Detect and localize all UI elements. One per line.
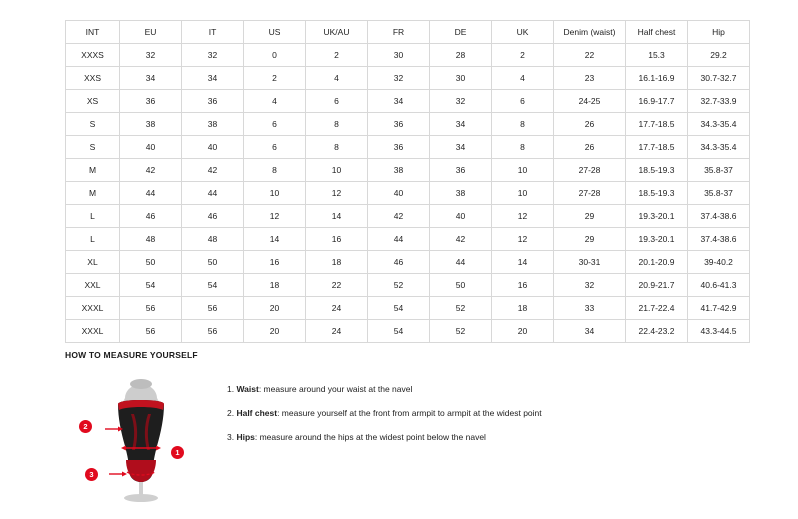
size-label-cell: XXXS <box>66 44 120 67</box>
size-value-cell: 46 <box>182 205 244 228</box>
size-value-cell: 42 <box>120 159 182 182</box>
size-value-cell: 15.3 <box>626 44 688 67</box>
size-value-cell: 16 <box>244 251 306 274</box>
size-value-cell: 8 <box>244 159 306 182</box>
size-value-cell: 20.1-20.9 <box>626 251 688 274</box>
instruction-term: Hips <box>236 432 255 443</box>
column-header: EU <box>120 21 182 44</box>
size-value-cell: 17.7-18.5 <box>626 113 688 136</box>
size-value-cell: 24-25 <box>554 90 626 113</box>
size-value-cell: 6 <box>306 90 368 113</box>
table-row <box>66 274 750 297</box>
size-value-cell: 36 <box>430 159 492 182</box>
size-value-cell: 14 <box>306 205 368 228</box>
size-value-cell: 38 <box>120 113 182 136</box>
size-value-cell: 30.7-32.7 <box>688 67 750 90</box>
size-label-cell: M <box>66 182 120 205</box>
size-value-cell: 50 <box>120 251 182 274</box>
size-value-cell: 52 <box>430 297 492 320</box>
size-value-cell: 18.5-19.3 <box>626 159 688 182</box>
size-value-cell: 32.7-33.9 <box>688 90 750 113</box>
mannequin-illustration <box>85 374 205 504</box>
size-value-cell: 32 <box>430 90 492 113</box>
column-header: DE <box>430 21 492 44</box>
table-row <box>66 44 750 67</box>
size-value-cell: 34 <box>120 67 182 90</box>
bullet-marker-3: 3 <box>85 468 98 481</box>
size-value-cell: 16.1-16.9 <box>626 67 688 90</box>
size-value-cell: 50 <box>430 274 492 297</box>
size-value-cell: 18 <box>244 274 306 297</box>
size-value-cell: 39-40.2 <box>688 251 750 274</box>
size-value-cell: 29.2 <box>688 44 750 67</box>
size-value-cell: 14 <box>492 251 554 274</box>
size-value-cell: 56 <box>182 297 244 320</box>
size-value-cell: 36 <box>120 90 182 113</box>
size-value-cell: 8 <box>492 136 554 159</box>
size-value-cell: 44 <box>430 251 492 274</box>
size-value-cell: 2 <box>244 67 306 90</box>
table-row <box>66 228 750 251</box>
size-value-cell: 0 <box>244 44 306 67</box>
size-value-cell: 20 <box>244 297 306 320</box>
size-value-cell: 36 <box>368 113 430 136</box>
size-value-cell: 18 <box>306 251 368 274</box>
size-value-cell: 54 <box>120 274 182 297</box>
size-value-cell: 24 <box>306 320 368 343</box>
size-value-cell: 34 <box>430 113 492 136</box>
size-value-cell: 10 <box>244 182 306 205</box>
size-value-cell: 12 <box>492 205 554 228</box>
size-value-cell: 44 <box>368 228 430 251</box>
how-to-measure-body <box>65 374 745 504</box>
instruction-item <box>227 384 542 394</box>
size-value-cell: 40 <box>120 136 182 159</box>
column-header: Denim (waist) <box>554 21 626 44</box>
size-value-cell: 18.5-19.3 <box>626 182 688 205</box>
size-value-cell: 17.7-18.5 <box>626 136 688 159</box>
size-value-cell: 19.3-20.1 <box>626 228 688 251</box>
size-value-cell: 52 <box>430 320 492 343</box>
size-value-cell: 4 <box>244 90 306 113</box>
how-to-measure-section <box>65 350 745 504</box>
size-value-cell: 10 <box>492 159 554 182</box>
size-value-cell: 34.3-35.4 <box>688 113 750 136</box>
size-value-cell: 56 <box>182 320 244 343</box>
size-value-cell: 42 <box>430 228 492 251</box>
table-row <box>66 67 750 90</box>
size-value-cell: 20 <box>492 320 554 343</box>
size-value-cell: 8 <box>306 136 368 159</box>
size-value-cell: 36 <box>368 136 430 159</box>
size-value-cell: 26 <box>554 113 626 136</box>
size-value-cell: 32 <box>368 67 430 90</box>
size-value-cell: 6 <box>492 90 554 113</box>
instruction-number: 3. <box>227 432 237 443</box>
size-value-cell: 44 <box>120 182 182 205</box>
size-value-cell: 34 <box>368 90 430 113</box>
size-value-cell: 48 <box>120 228 182 251</box>
column-header: UK <box>492 21 554 44</box>
bullet-marker-1: 1 <box>171 446 184 459</box>
instruction-text: : measure around your waist at the navel <box>258 384 413 394</box>
size-value-cell: 26 <box>554 136 626 159</box>
size-value-cell: 4 <box>306 67 368 90</box>
size-value-cell: 16 <box>306 228 368 251</box>
size-label-cell: XL <box>66 251 120 274</box>
size-label-cell: L <box>66 228 120 251</box>
size-value-cell: 46 <box>120 205 182 228</box>
size-value-cell: 22 <box>554 44 626 67</box>
how-to-measure-title: HOW TO MEASURE YOURSELF <box>65 350 198 360</box>
size-value-cell: 50 <box>182 251 244 274</box>
size-label-cell: S <box>66 113 120 136</box>
size-value-cell: 54 <box>368 320 430 343</box>
column-header: UK/AU <box>306 21 368 44</box>
table-row <box>66 182 750 205</box>
size-value-cell: 52 <box>368 274 430 297</box>
size-value-cell: 8 <box>492 113 554 136</box>
size-value-cell: 22.4-23.2 <box>626 320 688 343</box>
table-row <box>66 113 750 136</box>
size-value-cell: 56 <box>120 297 182 320</box>
size-value-cell: 16.9-17.7 <box>626 90 688 113</box>
size-value-cell: 35.8-37 <box>688 159 750 182</box>
column-header: Half chest <box>626 21 688 44</box>
size-value-cell: 30 <box>430 67 492 90</box>
table-row <box>66 90 750 113</box>
table-row <box>66 251 750 274</box>
instruction-term: Half chest <box>236 408 278 419</box>
table-row <box>66 320 750 343</box>
size-value-cell: 34 <box>430 136 492 159</box>
table-row <box>66 205 750 228</box>
size-value-cell: 40 <box>182 136 244 159</box>
column-header: IT <box>182 21 244 44</box>
instruction-text: : measure yourself at the front from armpit to armpit at the widest point <box>277 408 542 419</box>
size-label-cell: XXS <box>66 67 120 90</box>
size-value-cell: 23 <box>554 67 626 90</box>
size-value-cell: 44 <box>182 182 244 205</box>
size-value-cell: 2 <box>306 44 368 67</box>
column-header: US <box>244 21 306 44</box>
size-chart-table <box>65 20 750 343</box>
size-value-cell: 34 <box>554 320 626 343</box>
instruction-text: : measure around the hips at the widest point below the navel <box>254 432 486 443</box>
size-value-cell: 19.3-20.1 <box>626 205 688 228</box>
column-header: INT <box>66 21 120 44</box>
table-header-row <box>66 21 750 44</box>
size-value-cell: 40 <box>430 205 492 228</box>
size-value-cell: 56 <box>120 320 182 343</box>
size-value-cell: 46 <box>368 251 430 274</box>
column-header: Hip <box>688 21 750 44</box>
size-value-cell: 38 <box>182 113 244 136</box>
size-value-cell: 18 <box>492 297 554 320</box>
size-label-cell: M <box>66 159 120 182</box>
size-value-cell: 27-28 <box>554 182 626 205</box>
size-value-cell: 32 <box>182 44 244 67</box>
size-value-cell: 40.6-41.3 <box>688 274 750 297</box>
size-value-cell: 16 <box>492 274 554 297</box>
mannequin-figure <box>85 374 205 504</box>
size-value-cell: 12 <box>306 182 368 205</box>
size-value-cell: 10 <box>492 182 554 205</box>
measure-instructions <box>227 374 542 457</box>
instruction-term: Waist <box>236 384 259 394</box>
size-value-cell: 40 <box>368 182 430 205</box>
size-value-cell: 38 <box>430 182 492 205</box>
size-value-cell: 54 <box>368 297 430 320</box>
table-row <box>66 297 750 320</box>
size-value-cell: 29 <box>554 205 626 228</box>
size-value-cell: 10 <box>306 159 368 182</box>
column-header: FR <box>368 21 430 44</box>
size-value-cell: 54 <box>182 274 244 297</box>
size-value-cell: 32 <box>120 44 182 67</box>
instruction-number: 1. <box>227 384 237 394</box>
size-value-cell: 2 <box>492 44 554 67</box>
size-label-cell: XXXL <box>66 297 120 320</box>
size-label-cell: XS <box>66 90 120 113</box>
size-value-cell: 30 <box>368 44 430 67</box>
size-value-cell: 12 <box>492 228 554 251</box>
size-value-cell: 38 <box>368 159 430 182</box>
size-value-cell: 22 <box>306 274 368 297</box>
size-value-cell: 24 <box>306 297 368 320</box>
size-value-cell: 34.3-35.4 <box>688 136 750 159</box>
size-value-cell: 42 <box>368 205 430 228</box>
size-value-cell: 41.7-42.9 <box>688 297 750 320</box>
size-value-cell: 33 <box>554 297 626 320</box>
size-value-cell: 36 <box>182 90 244 113</box>
size-value-cell: 20.9-21.7 <box>626 274 688 297</box>
size-value-cell: 12 <box>244 205 306 228</box>
instruction-item <box>227 408 542 418</box>
size-value-cell: 35.8-37 <box>688 182 750 205</box>
size-value-cell: 20 <box>244 320 306 343</box>
size-value-cell: 4 <box>492 67 554 90</box>
size-value-cell: 6 <box>244 113 306 136</box>
size-label-cell: S <box>66 136 120 159</box>
size-label-cell: L <box>66 205 120 228</box>
size-value-cell: 21.7-22.4 <box>626 297 688 320</box>
size-value-cell: 27-28 <box>554 159 626 182</box>
size-value-cell: 14 <box>244 228 306 251</box>
size-value-cell: 37.4-38.6 <box>688 205 750 228</box>
size-value-cell: 34 <box>182 67 244 90</box>
size-label-cell: XXL <box>66 274 120 297</box>
size-value-cell: 48 <box>182 228 244 251</box>
size-value-cell: 29 <box>554 228 626 251</box>
size-value-cell: 32 <box>554 274 626 297</box>
size-value-cell: 43.3-44.5 <box>688 320 750 343</box>
size-value-cell: 42 <box>182 159 244 182</box>
size-value-cell: 28 <box>430 44 492 67</box>
size-value-cell: 30-31 <box>554 251 626 274</box>
size-label-cell: XXXL <box>66 320 120 343</box>
size-value-cell: 8 <box>306 113 368 136</box>
size-value-cell: 37.4-38.6 <box>688 228 750 251</box>
instruction-number: 2. <box>227 408 237 419</box>
bullet-marker-2: 2 <box>79 420 92 433</box>
size-value-cell: 6 <box>244 136 306 159</box>
table-row <box>66 136 750 159</box>
instruction-item <box>227 432 542 442</box>
table-row <box>66 159 750 182</box>
